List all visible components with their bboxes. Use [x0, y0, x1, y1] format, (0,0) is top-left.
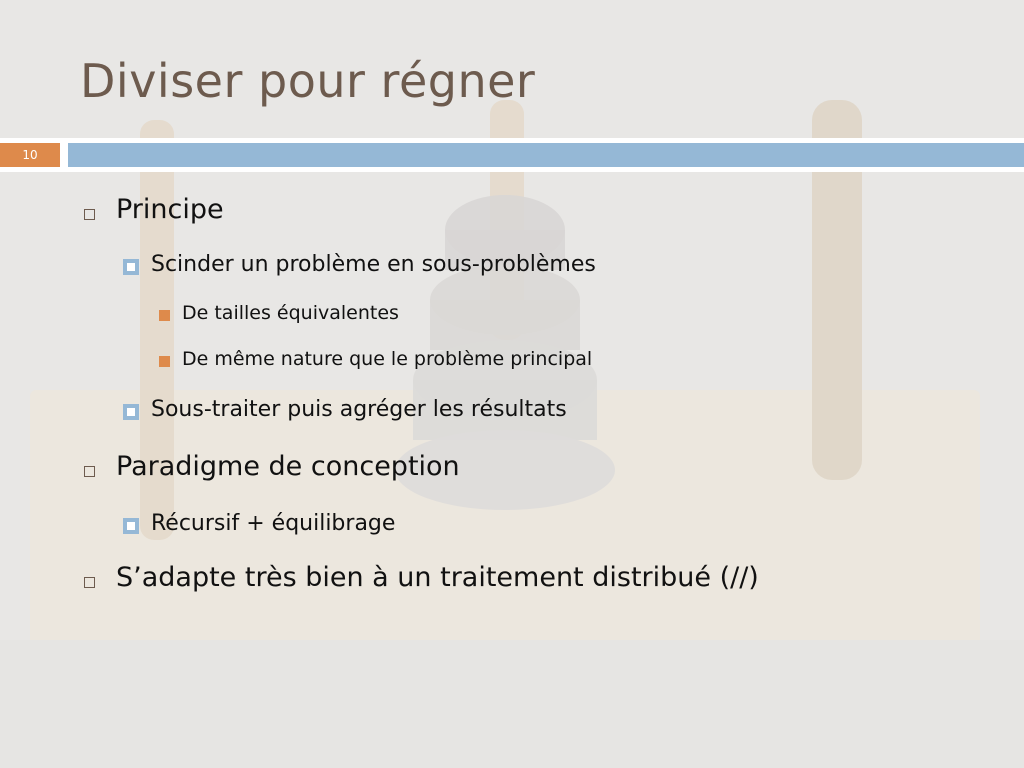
square-orange-bullet-icon — [159, 310, 170, 321]
square-outline-bullet-icon — [84, 466, 95, 477]
bullet-principe: Principe — [116, 194, 224, 225]
slide-number: 10 — [0, 143, 60, 167]
square-filled-bullet-icon — [123, 404, 139, 420]
square-orange-bullet-icon — [159, 356, 170, 367]
bullet-paradigme: Paradigme de conception — [116, 451, 460, 482]
bullet-distribue: S’adapte très bien à un traitement distribué (//) — [116, 562, 759, 593]
square-filled-bullet-icon — [123, 518, 139, 534]
square-outline-bullet-icon — [84, 577, 95, 588]
bullet-scinder: Scinder un problème en sous-problèmes — [151, 252, 596, 277]
square-outline-bullet-icon — [84, 209, 95, 220]
bullet-tailles: De tailles équivalentes — [182, 302, 399, 324]
bullet-nature: De même nature que le problème principal — [182, 348, 593, 370]
bullet-recursif: Récursif + équilibrage — [151, 511, 396, 536]
slide-title: Diviser pour régner — [80, 54, 536, 108]
square-filled-bullet-icon — [123, 259, 139, 275]
bullet-sous-traiter: Sous-traiter puis agréger les résultats — [151, 397, 567, 422]
